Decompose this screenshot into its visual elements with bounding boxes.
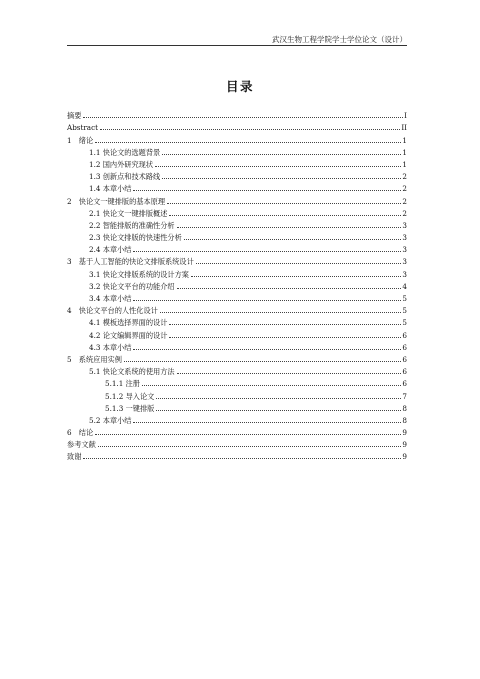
toc-entry-label: 参考文献 xyxy=(67,440,96,450)
toc-dot-leader xyxy=(133,421,401,423)
toc-dot-leader xyxy=(162,153,401,155)
toc-entry-page: 5 xyxy=(402,294,407,303)
toc-entry-page: 9 xyxy=(402,440,407,450)
toc-entry-label: 5.1.3 一键排版 xyxy=(105,403,155,413)
toc-entry-page: 6 xyxy=(402,342,407,352)
toc-dot-leader xyxy=(167,202,401,204)
toc-entry-page: 4 xyxy=(402,281,407,291)
toc-entry[interactable] xyxy=(67,327,407,339)
page-title: 目录 xyxy=(225,79,254,94)
toc-entry-page: 1 xyxy=(402,135,407,145)
toc-entry[interactable] xyxy=(67,449,407,461)
toc-dot-leader xyxy=(169,323,401,325)
toc-entry[interactable] xyxy=(67,132,407,144)
toc-entry-label: 1.4 本章小结 xyxy=(89,184,132,194)
toc-dot-leader xyxy=(177,372,402,374)
toc-entry-page: 8 xyxy=(402,415,407,425)
toc-entry-page: 3 xyxy=(402,245,407,255)
toc-entry-page: 8 xyxy=(402,403,407,413)
toc-entry[interactable] xyxy=(67,218,407,230)
toc-entry-page: 1 xyxy=(402,159,407,169)
running-header xyxy=(67,36,407,46)
toc-dot-leader xyxy=(191,275,401,277)
toc-dot-leader xyxy=(83,116,403,118)
toc-entry-page: 6 xyxy=(402,330,407,340)
toc-dot-leader xyxy=(169,214,401,216)
toc-entry-label: 3.2 快论文平台的功能介绍 xyxy=(89,281,175,291)
toc-dot-leader xyxy=(196,262,402,264)
toc-entry-page: 2 xyxy=(402,208,407,218)
toc-entry-page: 2 xyxy=(402,184,407,194)
toc-dot-leader xyxy=(100,128,400,130)
toc-entry[interactable] xyxy=(67,254,407,266)
toc-entry[interactable] xyxy=(67,181,407,193)
toc-entry[interactable] xyxy=(67,376,407,388)
toc-entry-label: 1.2 国内外研究现状 xyxy=(89,159,154,169)
toc-entry-label: 2.1 快论文一键排版概述 xyxy=(89,208,168,218)
toc-entry[interactable] xyxy=(67,401,407,413)
toc-entry[interactable] xyxy=(67,157,407,169)
toc-entry-label: 6 结论 xyxy=(67,428,94,438)
toc-entry-page: II xyxy=(401,123,407,133)
toc-entry[interactable] xyxy=(67,108,407,120)
toc-entry-label: 5.1 快论文系统的使用方法 xyxy=(89,367,175,377)
toc-dot-leader xyxy=(155,165,401,167)
toc-entry-label: 3 基于人工智能的快论文排版系统设计 xyxy=(67,257,194,267)
toc-dot-leader xyxy=(133,348,401,350)
toc-entry[interactable] xyxy=(67,145,407,157)
toc-entry-page: 1 xyxy=(402,147,407,157)
toc-dot-leader xyxy=(160,311,402,313)
toc-entry[interactable] xyxy=(67,242,407,254)
toc-entry-label: 4.2 论文编辑界面的设计 xyxy=(89,330,168,340)
toc-dot-leader xyxy=(177,226,402,228)
toc-entry-label: 3.4 本章小结 xyxy=(89,294,132,303)
toc-dot-leader xyxy=(177,287,402,289)
toc-entry-page: 6 xyxy=(402,354,407,364)
toc-entry[interactable] xyxy=(67,291,407,303)
toc-entry-page: 6 xyxy=(402,367,407,377)
toc-entry[interactable] xyxy=(67,169,407,181)
toc-dot-leader xyxy=(142,384,401,386)
toc-entry[interactable] xyxy=(67,266,407,278)
toc-entry-label: 4.3 本章小结 xyxy=(89,342,132,352)
toc-dot-leader xyxy=(156,409,401,411)
toc-dot-leader xyxy=(184,238,402,240)
toc-entry[interactable] xyxy=(67,340,407,352)
toc-entry[interactable] xyxy=(67,413,407,425)
toc-entry-label: 5.1.1 注册 xyxy=(105,379,140,389)
toc-entry-label: 摘要 xyxy=(67,111,82,121)
toc-entry-page: 5 xyxy=(402,318,407,328)
toc-dot-leader xyxy=(162,177,401,179)
toc-dot-leader xyxy=(124,360,402,362)
toc-dot-leader xyxy=(95,433,401,435)
toc-dot-leader xyxy=(98,445,402,447)
toc-entry-label: 2.4 本章小结 xyxy=(89,245,132,255)
toc-entry-label: 2.3 快论文排版的快速性分析 xyxy=(89,233,182,243)
toc-entry-label: 5.1.2 导入论文 xyxy=(105,391,155,401)
toc-entry[interactable] xyxy=(67,193,407,205)
toc-entry-label: 5.2 本章小结 xyxy=(89,415,132,425)
toc-entry-page: 9 xyxy=(402,452,407,462)
toc-entry[interactable] xyxy=(67,303,407,315)
toc-entry[interactable] xyxy=(67,230,407,242)
toc-entry-label: 1 绪论 xyxy=(67,135,94,145)
toc-entry-label: 5 系统应用实例 xyxy=(67,354,122,364)
toc-entry-page: 9 xyxy=(402,428,407,438)
toc-entry-page: 3 xyxy=(402,233,407,243)
toc-entry-label: 4.1 模板选择界面的设计 xyxy=(89,318,168,328)
toc-dot-leader xyxy=(133,299,401,301)
toc-entry[interactable] xyxy=(67,388,407,400)
toc-entry-page: 3 xyxy=(402,269,407,279)
toc-entry-label: Abstract xyxy=(67,123,99,133)
toc-entry-page: I xyxy=(404,111,407,121)
toc-entry-label: 1.3 创新点和技术路线 xyxy=(89,172,161,182)
toc-entry-page: 3 xyxy=(402,257,407,267)
toc-entry-page: 5 xyxy=(402,306,407,316)
toc-dot-leader xyxy=(133,189,401,191)
toc-entry-label: 2 快论文一键排版的基本原理 xyxy=(67,196,166,206)
toc-entry[interactable] xyxy=(67,437,407,449)
toc-dot-leader xyxy=(95,141,401,143)
toc-entry-page: 2 xyxy=(402,172,407,182)
toc-entry[interactable] xyxy=(67,206,407,218)
toc-entry-label: 2.2 智能排版的准确性分析 xyxy=(89,220,175,230)
toc-entry-page: 6 xyxy=(402,379,407,389)
toc-dot-leader xyxy=(133,250,401,252)
toc-entry-label: 3.1 快论文排版系统的设计方案 xyxy=(89,269,189,279)
toc-entry[interactable] xyxy=(67,315,407,327)
table-of-contents xyxy=(67,108,407,461)
toc-entry[interactable] xyxy=(67,279,407,291)
toc-entry[interactable] xyxy=(67,425,407,437)
toc-dot-leader xyxy=(83,457,401,459)
toc-entry-page: 3 xyxy=(402,220,407,230)
toc-entry-label: 4 快论文平台的人性化设计 xyxy=(67,306,158,316)
toc-entry[interactable] xyxy=(67,352,407,364)
toc-dot-leader xyxy=(169,336,401,338)
toc-entry-page: 7 xyxy=(402,391,407,401)
toc-entry[interactable] xyxy=(67,120,407,132)
toc-entry-label: 1.1 快论文的选题背景 xyxy=(89,147,161,157)
toc-dot-leader xyxy=(156,397,401,399)
toc-entry-label: 致谢 xyxy=(67,452,82,462)
header-text: 武汉生物工程学院学士学位论文（设计） xyxy=(272,35,407,44)
toc-entry-page: 2 xyxy=(402,196,407,206)
toc-entry[interactable] xyxy=(67,364,407,376)
